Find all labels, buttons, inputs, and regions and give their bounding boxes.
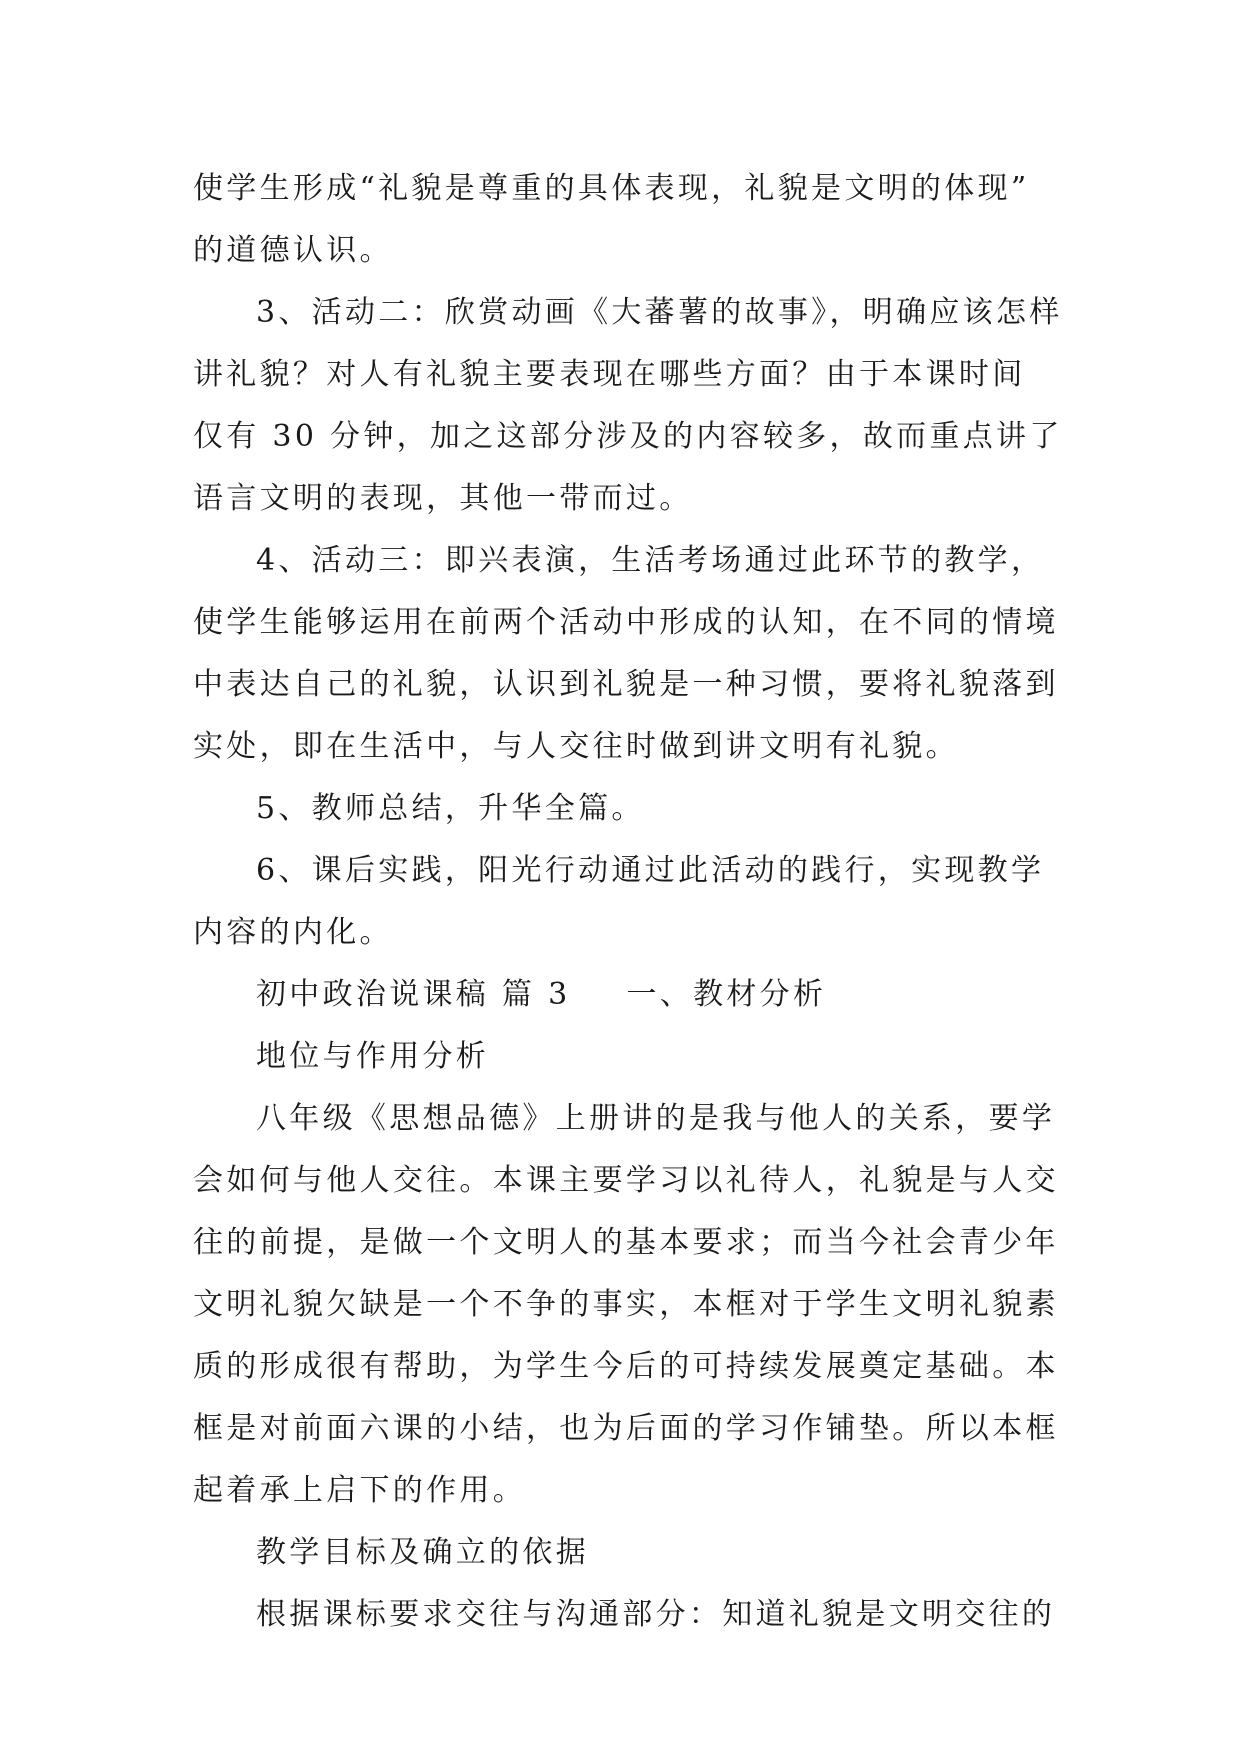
body-line: 仅有 30 分钟，加之这部分涉及的内容较多，故而重点讲了 [193,419,1063,454]
section-heading-line [193,964,1063,1026]
body-line: 使学生形成“礼貌是尊重的具体表现，礼貌是文明的体现” [193,171,1030,206]
body-line: 往的前提，是做一个文明人的基本要求；而当今社会青少年 [193,1225,1059,1260]
body-line: 4、活动三：即兴表演，生活考场通过此环节的教学， [256,543,1045,578]
body-line: 起着承上启下的作用。 [193,1473,526,1508]
body-line: 讲礼貌？对人有礼貌主要表现在哪些方面？由于本课时间 [193,357,1026,392]
subheading: 地位与作用分析 [256,1039,490,1074]
body-line: 5、教师总结，升华全篇。 [256,791,645,826]
body-line: 会如何与他人交往。本课主要学习以礼待人，礼貌是与人交 [193,1163,1059,1198]
body-line: 使学生能够运用在前两个活动中形成的认知，在不同的情境 [193,605,1059,640]
body-line: 中表达自己的礼貌，认识到礼貌是一种习惯，要将礼貌落到 [193,667,1059,702]
body-line: 内容的内化。 [193,915,393,950]
body-line: 3、活动二：欣赏动画《大蕃薯的故事》，明确应该怎样 [256,295,1063,330]
body-line: 八年级《思想品德》上册讲的是我与他人的关系，要学 [256,1101,1056,1136]
body-line: 的道德认识。 [193,233,393,268]
section-title: 初中政治说课稿 篇 3 [256,977,571,1012]
body-line: 语言文明的表现，其他一带而过。 [193,481,693,516]
body-line: 文明礼貌欠缺是一个不争的事实，本框对于学生文明礼貌素 [193,1287,1059,1322]
body-line: 质的形成很有帮助，为学生今后的可持续发展奠定基础。本 [193,1349,1059,1384]
subsection-title: 一、教材分析 [626,977,827,1012]
document-body [193,158,1063,1646]
body-line: 6、课后实践，阳光行动通过此活动的践行，实现教学 [256,853,1045,888]
subheading: 教学目标及确立的依据 [256,1535,589,1570]
body-line: 根据课标要求交往与沟通部分：知道礼貌是文明交往的 [256,1597,1056,1632]
body-line: 实处，即在生活中，与人交往时做到讲文明有礼貌。 [193,729,959,764]
body-line: 框是对前面六课的小结，也为后面的学习作铺垫。所以本框 [193,1411,1059,1446]
